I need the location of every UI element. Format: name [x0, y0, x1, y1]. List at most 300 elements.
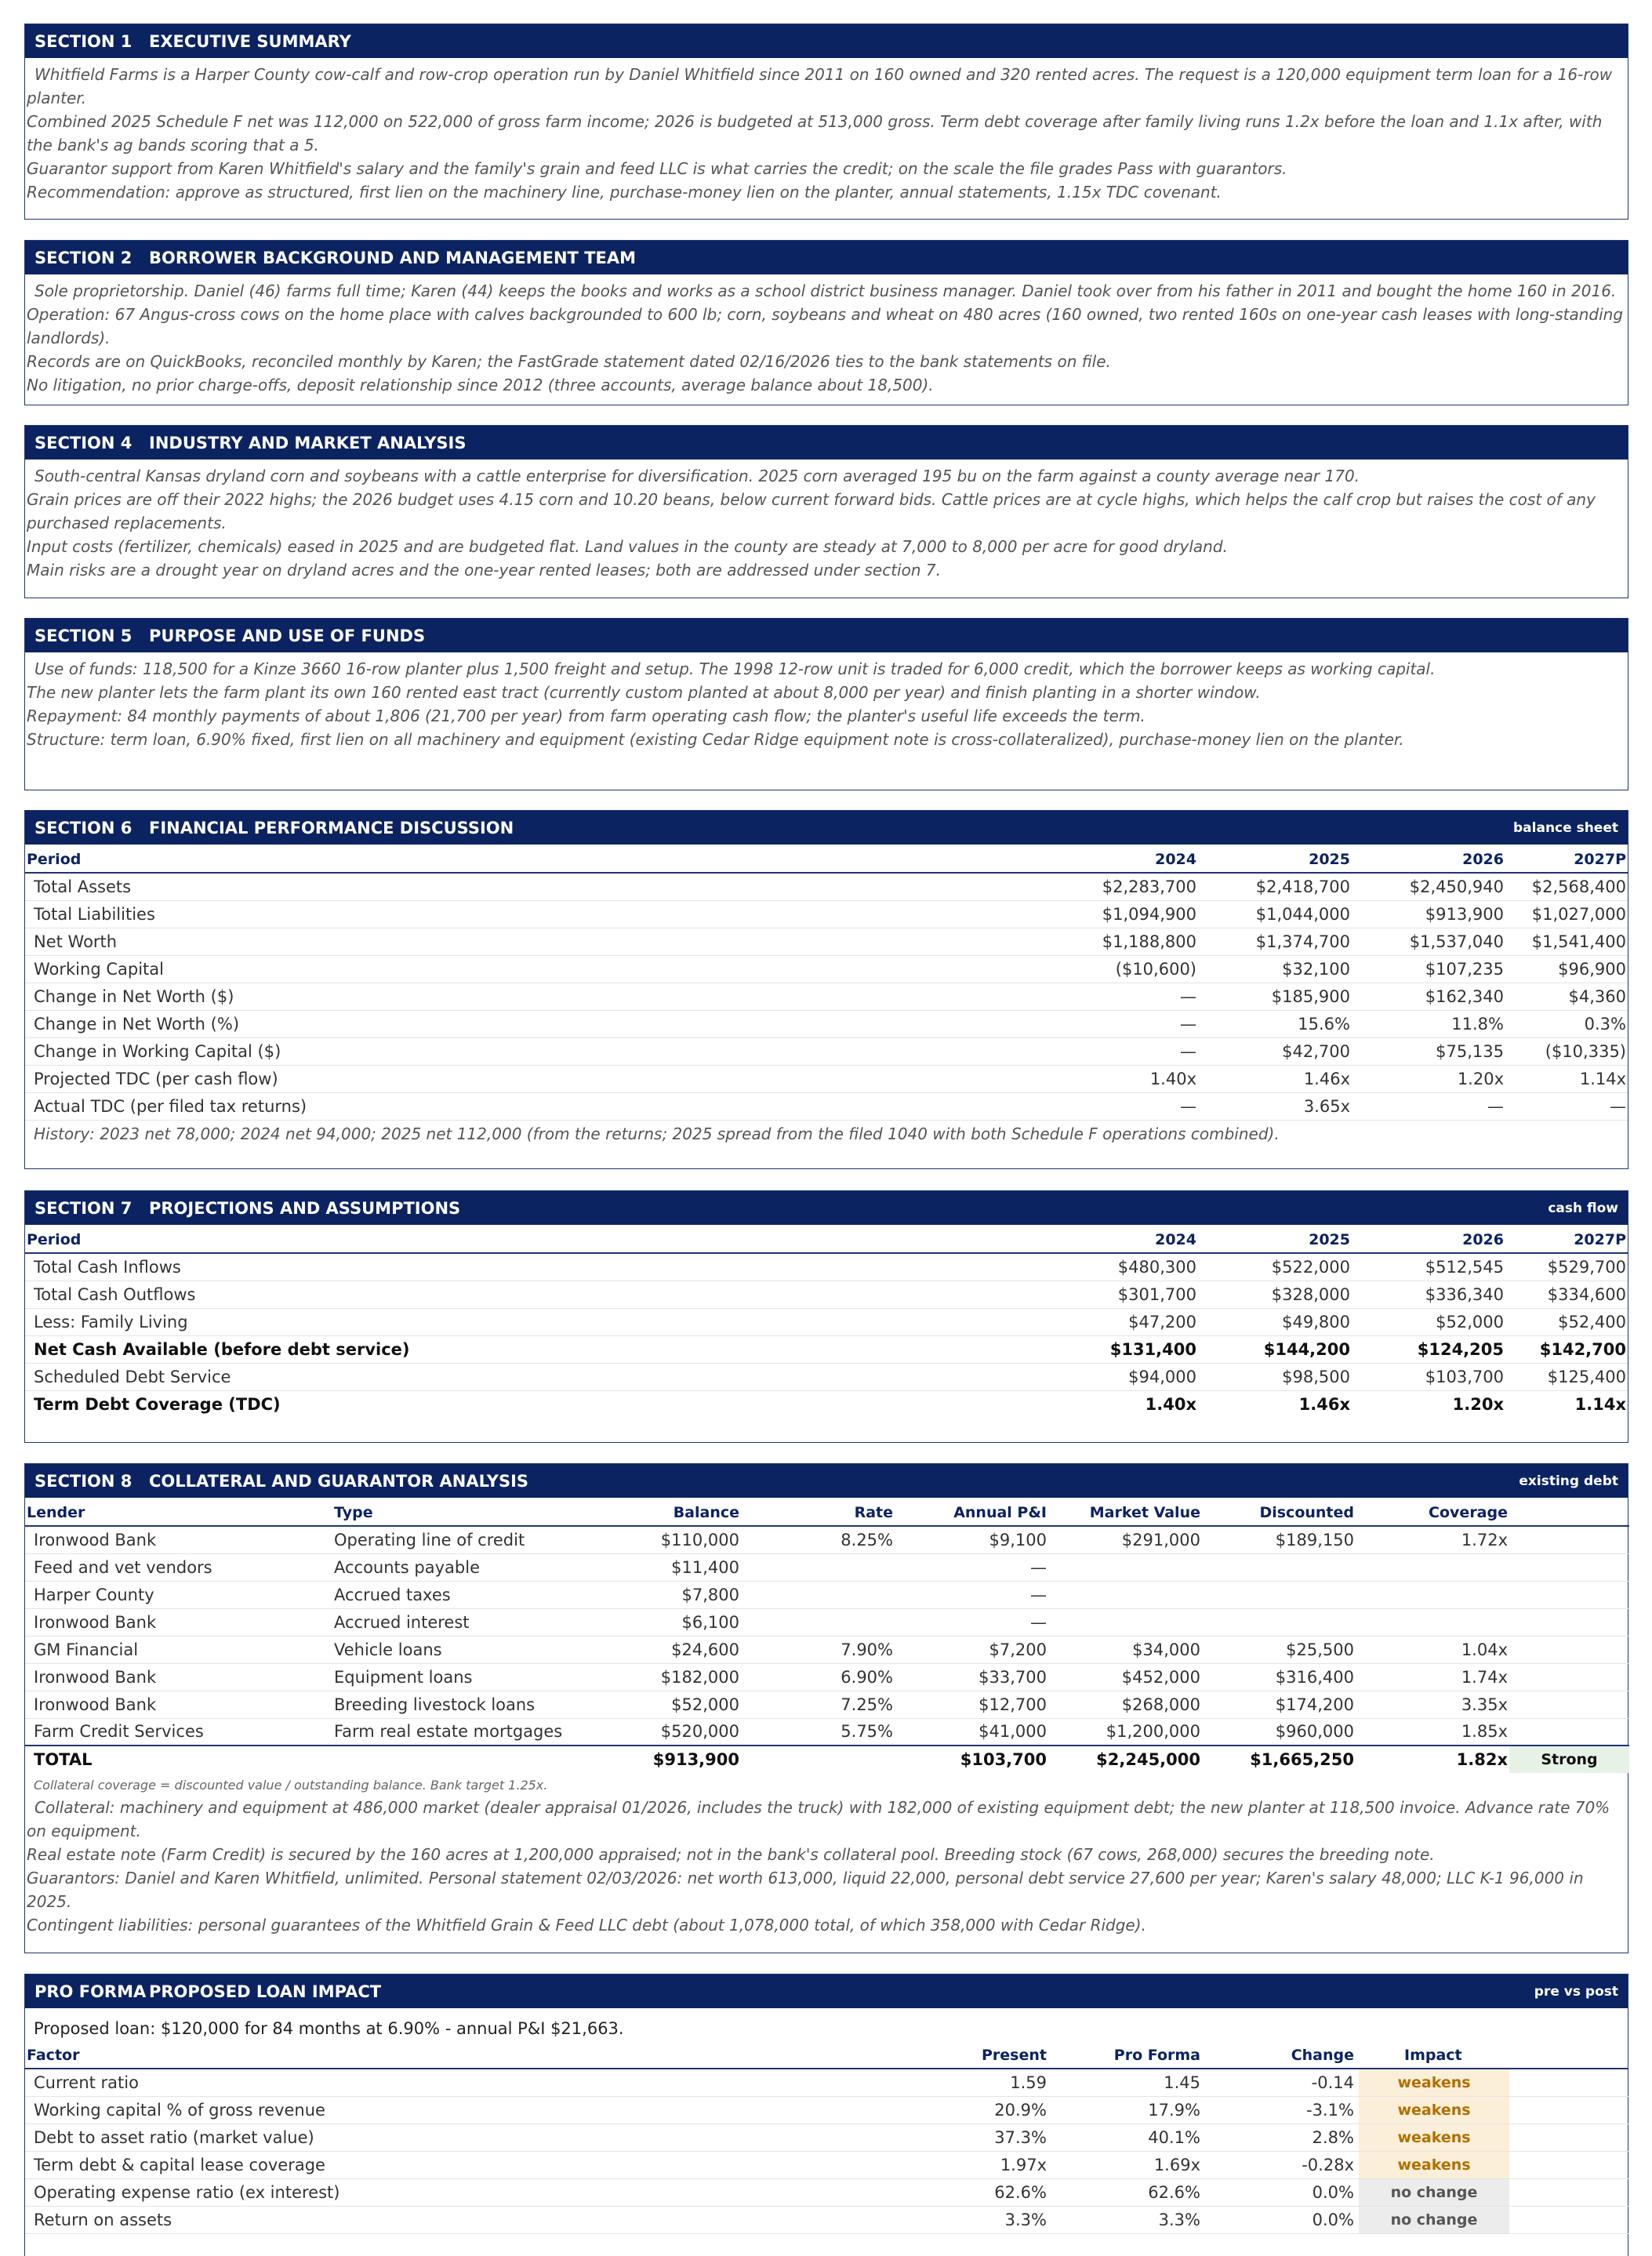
row-label: Current ratio	[25, 2069, 895, 2097]
cell: $2,450,940	[1352, 873, 1505, 900]
section-narrative	[25, 274, 1628, 403]
narrative-line: Records are on QuickBooks, reconciled monthly by Karen; the FastGrade statement dated 02/16/2026 ties to the bank statements on file.	[27, 352, 1111, 371]
cell: $103,700	[895, 1746, 1048, 1773]
table-row	[25, 873, 1628, 900]
column-header: Annual P&I	[895, 1500, 1048, 1526]
cell: $2,283,700	[1044, 873, 1198, 900]
cell: $185,900	[1198, 983, 1352, 1010]
cell: $2,418,700	[1198, 873, 1352, 900]
section-title: EXECUTIVE SUMMARY	[149, 31, 351, 51]
section-collateral-guarantor	[24, 1463, 1628, 1953]
cell: ($10,335)	[1505, 1037, 1628, 1065]
cell: $1,665,250	[1202, 1746, 1356, 1773]
cell: 0.0%	[1202, 2179, 1356, 2207]
cell: $1,094,900	[1044, 900, 1198, 928]
column-header-blank	[1511, 2043, 1628, 2069]
coverage-footnote: Collateral coverage = discounted value / outstanding balance. Bank target 1.25x.	[34, 1778, 548, 1793]
cell: 1.04x	[1356, 1636, 1509, 1663]
section-title: PROPOSED LOAN IMPACT	[149, 1982, 382, 2001]
cell: $268,000	[1048, 1691, 1202, 1718]
section-tag: balance sheet	[1513, 820, 1618, 836]
cell: $520,000	[588, 1718, 741, 1746]
cell: ($10,600)	[1044, 955, 1198, 983]
narrative-line: Combined 2025 Schedule F net was 112,000 on 522,000 of gross farm income; 2026 is budgeted at 513,000 gross. Term debt coverage after family living runs 1.2x before the loan and 1.1x after, with the bank's ag bands scoring that a 5.	[27, 112, 1603, 154]
column-header: 2027P	[1505, 1227, 1628, 1253]
cell: $1,374,700	[1198, 928, 1352, 955]
section-number: SECTION 8	[34, 1471, 133, 1491]
cell: 3.3%	[1048, 2207, 1202, 2234]
cell	[332, 1746, 588, 1773]
cell-blank	[1509, 1636, 1629, 1663]
cell: 1.14x	[1574, 1394, 1626, 1414]
section-header	[25, 1191, 1628, 1225]
narrative-line: Guarantors: Daniel and Karen Whitfield, unlimited. Personal statement 02/03/2026: net worth 613,000, liquid 22,000, personal debt service 27,600 per year; Karen's salary 48,000; LLC K-1 96,000 in 2025.	[27, 1869, 1584, 1911]
cell: 1.45	[1048, 2069, 1202, 2097]
cell: 2.8%	[1202, 2124, 1356, 2152]
cell: $52,000	[588, 1691, 741, 1718]
cell-blank	[1509, 1718, 1629, 1746]
cell: $142,700	[1505, 1335, 1628, 1363]
table-row	[25, 2207, 1628, 2234]
row-label: Less: Family Living	[25, 1308, 1044, 1335]
table-row	[25, 983, 1628, 1010]
narrative-line: Input costs (fertilizer, chemicals) eased in 2025 and are budgeted flat. Land values in the county are steady at 7,000 to 8,000 per acre for good dryland.	[27, 537, 1228, 556]
cell: $452,000	[1048, 1663, 1202, 1691]
cell: $1,027,000	[1505, 900, 1628, 928]
table-row	[25, 1663, 1629, 1691]
section-number: SECTION 2	[34, 248, 133, 267]
cell: $913,900	[588, 1746, 741, 1773]
table-row	[25, 1308, 1628, 1335]
cell: $7,200	[895, 1636, 1048, 1663]
table-header-row	[25, 1500, 1629, 1526]
impact-cell	[1356, 2207, 1511, 2234]
cell: $107,235	[1352, 955, 1505, 983]
cell: $301,700	[1044, 1281, 1198, 1308]
row-label: Total Liabilities	[25, 900, 1044, 928]
cell: $291,000	[1048, 1526, 1202, 1553]
column-header: Discounted	[1202, 1500, 1356, 1526]
cell: Operating line of credit	[332, 1526, 588, 1553]
row-label: Total Cash Outflows	[25, 1281, 1044, 1308]
cell: Breeding livestock loans	[332, 1691, 588, 1718]
cell: Accounts payable	[332, 1553, 588, 1581]
section-title: PURPOSE AND USE OF FUNDS	[149, 626, 426, 645]
table-row	[25, 2179, 1628, 2207]
cell: -3.1%	[1202, 2097, 1356, 2124]
cell: $174,200	[1202, 1691, 1356, 1718]
section-title: PROJECTIONS AND ASSUMPTIONS	[149, 1198, 461, 1218]
cell: 62.6%	[895, 2179, 1048, 2207]
narrative-line: Recommendation: approve as structured, first lien on the machinery line, purchase-money lien on the planter, annual statements, 1.15x TDC covenant.	[27, 183, 1222, 202]
section-title: COLLATERAL AND GUARANTOR ANALYSIS	[149, 1471, 529, 1491]
column-header: 2026	[1352, 847, 1505, 873]
cell: $529,700	[1505, 1253, 1628, 1281]
cell: Accrued interest	[332, 1608, 588, 1636]
impact-cell	[1356, 2124, 1511, 2152]
cell: -0.14	[1202, 2069, 1356, 2097]
table-row	[25, 2097, 1628, 2124]
cell: Equipment loans	[332, 1663, 588, 1691]
row-label: Net Cash Available (before debt service)	[25, 1335, 1044, 1363]
cell: 1.97x	[895, 2152, 1048, 2179]
cell	[1048, 1608, 1202, 1636]
column-header: Pro Forma	[1048, 2043, 1202, 2069]
column-header: Lender	[25, 1500, 332, 1526]
narrative-line: Use of funds: 118,500 for a Kinze 3660 16-row planter plus 1,500 freight and setup. The 1998 12-row unit is traded for 6,000 credit, which the borrower keeps as working capital.	[34, 659, 1436, 678]
cell: 0.0%	[1202, 2207, 1356, 2234]
cell: —	[895, 1608, 1048, 1636]
cell: $52,000	[1352, 1308, 1505, 1335]
narrative-line: Sole proprietorship. Daniel (46) farms full time; Karen (44) keeps the books and works as a school district business manager. Daniel took over from his father in 2011 and bought the home 160 in 2016.	[34, 282, 1617, 300]
cell: 8.25%	[741, 1526, 895, 1553]
section-tag: cash flow	[1548, 1201, 1618, 1216]
impact-cell	[1356, 2069, 1511, 2097]
table-row	[25, 1335, 1628, 1363]
section-header	[25, 24, 1628, 58]
section-financial-performance	[24, 810, 1628, 1169]
section-projections	[24, 1190, 1628, 1443]
cell-blank	[1509, 1553, 1629, 1581]
column-header: 2024	[1044, 1227, 1198, 1253]
cell: $512,545	[1352, 1253, 1505, 1281]
column-header: Market Value	[1048, 1500, 1202, 1526]
cell: TOTAL	[25, 1746, 332, 1773]
table-row	[25, 1092, 1628, 1120]
row-label: Working capital % of gross revenue	[25, 2097, 895, 2124]
narrative-line: Contingent liabilities: personal guarantees of the Whitfield Grain & Feed LLC debt (about 1,078,000 total, of which 358,000 with Cedar Ridge).	[27, 1916, 1146, 1934]
cell: $1,044,000	[1198, 900, 1352, 928]
narrative-line: The new planter lets the farm plant its own 160 rented east tract (currently custom planted at about 8,000 per year) and finish planting in a shorter window.	[27, 683, 1261, 702]
narrative-line: Grain prices are off their 2022 highs; the 2026 budget uses 4.15 corn and 10.20 beans, below current forward bids. Cattle prices are at cycle highs, which helps the calf crop but raises the cost of any purchased replacements.	[27, 490, 1596, 532]
cell: $522,000	[1198, 1253, 1352, 1281]
narrative-line: Main risks are a drought year on dryland acres and the one-year rented leases; both are addressed under section 7.	[27, 561, 941, 579]
table-header-row	[25, 847, 1628, 873]
cell: $103,700	[1352, 1363, 1505, 1390]
narrative-line: Repayment: 84 monthly payments of about 1,806 (21,700 per year) from farm operating cash flow; the planter's useful life exceeds the term.	[27, 707, 1146, 725]
cell-blank	[1511, 2207, 1628, 2234]
cell: $24,600	[588, 1636, 741, 1663]
cell	[741, 1581, 895, 1608]
cell: 3.3%	[895, 2207, 1048, 2234]
cell: 1.82x	[1356, 1746, 1509, 1773]
cell: $96,900	[1505, 955, 1628, 983]
cell	[1202, 1608, 1356, 1636]
cell: $75,135	[1352, 1037, 1505, 1065]
cell: 7.90%	[741, 1636, 895, 1663]
cell: $189,150	[1202, 1526, 1356, 1553]
table-row	[25, 1065, 1628, 1092]
section-number: SECTION 5	[34, 626, 133, 645]
table-row	[25, 1526, 1629, 1553]
table-row	[25, 1636, 1629, 1663]
cell: $131,400	[1044, 1335, 1198, 1363]
cell-blank	[1511, 2179, 1628, 2207]
cell: $144,200	[1198, 1335, 1352, 1363]
cell: $6,100	[588, 1608, 741, 1636]
cell: 11.8%	[1352, 1010, 1505, 1037]
cell: Feed and vet vendors	[25, 1553, 332, 1581]
impact-badge: weakens	[1359, 2124, 1509, 2151]
section-executive-summary	[24, 24, 1628, 220]
table-header-row	[25, 2043, 1628, 2069]
cell	[741, 1553, 895, 1581]
cell-blank	[1511, 2097, 1628, 2124]
cell: 1.40x	[1145, 1394, 1196, 1414]
cell: 1.14x	[1505, 1065, 1628, 1092]
coverage-status-badge: Strong	[1509, 1746, 1629, 1773]
impact-badge: weakens	[1359, 2097, 1509, 2123]
cell: Farm real estate mortgages	[332, 1718, 588, 1746]
table-row	[25, 1037, 1628, 1065]
section-header	[25, 1464, 1628, 1498]
existing-debt-table	[25, 1500, 1629, 1773]
column-header: Period	[25, 847, 1044, 873]
cell: 3.35x	[1356, 1691, 1509, 1718]
section-number: SECTION 4	[34, 433, 133, 452]
column-header: Rate	[741, 1500, 895, 1526]
cell: 0.3%	[1505, 1010, 1628, 1037]
cell	[741, 1608, 895, 1636]
cell: 62.6%	[1048, 2179, 1202, 2207]
section-narrative	[25, 1793, 1628, 1943]
impact-badge: weakens	[1359, 2152, 1509, 2178]
cell: $12,700	[895, 1691, 1048, 1718]
section-number: PRO FORMA	[34, 1982, 147, 2001]
row-label: Return on assets	[25, 2207, 895, 2234]
history-note: History: 2023 net 78,000; 2024 net 94,000; 2025 net 112,000 (from the returns; 2025 spread from the filed 1040 with both Schedule F operations combined).	[34, 1124, 1280, 1143]
cell: —	[1505, 1092, 1628, 1120]
row-label: Operating expense ratio (ex interest)	[25, 2179, 895, 2207]
impact-badge: no change	[1359, 2179, 1509, 2206]
column-header: Type	[332, 1500, 588, 1526]
row-label: Change in Working Capital ($)	[25, 1037, 1044, 1065]
cell: $124,205	[1352, 1335, 1505, 1363]
table-row	[25, 1390, 1628, 1418]
cell-blank	[1511, 2069, 1628, 2097]
section-number: SECTION 7	[34, 1198, 133, 1218]
cell: Ironwood Bank	[25, 1526, 332, 1553]
cell: —	[1044, 1010, 1198, 1037]
section-tag: pre vs post	[1534, 1984, 1618, 2000]
section-number: SECTION 6	[34, 818, 133, 837]
narrative-line: Collateral: machinery and equipment at 486,000 market (dealer appraisal 01/2026, includes the truck) with 182,000 of existing equipment debt; the new planter at 118,500 invoice. Advance rate 70% on equipment.	[27, 1798, 1610, 1840]
cell: $334,600	[1505, 1281, 1628, 1308]
cell: $7,800	[588, 1581, 741, 1608]
cell: $110,000	[588, 1526, 741, 1553]
column-header: 2025	[1198, 847, 1352, 873]
cell: 1.74x	[1356, 1663, 1509, 1691]
cell: $42,700	[1198, 1037, 1352, 1065]
cell: —	[1044, 1037, 1198, 1065]
cell: $94,000	[1044, 1363, 1198, 1390]
cell: $34,000	[1048, 1636, 1202, 1663]
cell: —	[1044, 983, 1198, 1010]
cell	[1202, 1553, 1356, 1581]
cell-blank	[1509, 1663, 1629, 1691]
column-header: Balance	[588, 1500, 741, 1526]
table-row	[25, 1718, 1629, 1746]
cell: $11,400	[588, 1553, 741, 1581]
column-header: Coverage	[1356, 1500, 1509, 1526]
cell-blank	[1509, 1691, 1629, 1718]
row-label: Total Cash Inflows	[25, 1253, 1044, 1281]
narrative-line: Real estate note (Farm Credit) is secured by the 160 acres at 1,200,000 appraised; not in the bank's collateral pool. Breeding stock (67 cows, 268,000) secures the breeding note.	[27, 1845, 1435, 1864]
section-narrative	[25, 460, 1628, 588]
section-narrative	[25, 652, 1628, 757]
table-row	[25, 2069, 1628, 2097]
cell: 5.75%	[741, 1718, 895, 1746]
table-row	[25, 1363, 1628, 1390]
cell: $328,000	[1198, 1281, 1352, 1308]
section-header	[25, 426, 1628, 460]
row-label: Term debt & capital lease coverage	[25, 2152, 895, 2179]
cell: Ironwood Bank	[25, 1663, 332, 1691]
section-header	[25, 619, 1628, 652]
cell	[1048, 1553, 1202, 1581]
cell	[1356, 1608, 1509, 1636]
cell-blank	[1511, 2152, 1628, 2179]
cell: 40.1%	[1048, 2124, 1202, 2152]
cell: $182,000	[588, 1663, 741, 1691]
cell: —	[1044, 1092, 1198, 1120]
cell: 17.9%	[1048, 2097, 1202, 2124]
cell	[741, 1746, 895, 1773]
narrative-line: Guarantor support from Karen Whitfield's salary and the family's grain and feed LLC is what carries the credit; on the scale the file grades Pass with guarantors.	[27, 159, 1287, 178]
cell: 1.46x	[1198, 1065, 1352, 1092]
cell	[1202, 1581, 1356, 1608]
column-header: Impact	[1356, 2043, 1511, 2069]
cell	[1048, 1581, 1202, 1608]
impact-badge: weakens	[1359, 2069, 1509, 2096]
section-tag: existing debt	[1519, 1473, 1618, 1489]
column-header: Change	[1202, 2043, 1356, 2069]
cell: $480,300	[1044, 1253, 1198, 1281]
row-label: Total Assets	[25, 873, 1044, 900]
cell-blank	[1509, 1608, 1629, 1636]
cell: 6.90%	[741, 1663, 895, 1691]
row-label: Net Worth	[25, 928, 1044, 955]
cell: 7.25%	[741, 1691, 895, 1718]
table-row	[25, 1608, 1629, 1636]
section-title: FINANCIAL PERFORMANCE DISCUSSION	[149, 818, 514, 837]
cell: Farm Credit Services	[25, 1718, 332, 1746]
impact-cell	[1356, 2152, 1511, 2179]
cell: $47,200	[1044, 1308, 1198, 1335]
cell-blank	[1509, 1581, 1629, 1608]
cell: 1.85x	[1356, 1718, 1509, 1746]
cell: Vehicle loans	[332, 1636, 588, 1663]
cell: $1,541,400	[1505, 928, 1628, 955]
cell: Ironwood Bank	[25, 1608, 332, 1636]
section-industry-analysis	[24, 425, 1628, 598]
section-title: INDUSTRY AND MARKET ANALYSIS	[149, 433, 467, 452]
section-borrower-background	[24, 240, 1628, 405]
table-row	[25, 955, 1628, 983]
cell: 1.59	[895, 2069, 1048, 2097]
cell: $4,360	[1505, 983, 1628, 1010]
cell: $2,568,400	[1505, 873, 1628, 900]
cell: $2,245,000	[1048, 1746, 1202, 1773]
impact-cell	[1356, 2097, 1511, 2124]
row-label: Working Capital	[25, 955, 1044, 983]
table-row	[25, 1253, 1628, 1281]
table-row	[25, 1281, 1628, 1308]
narrative-line: Structure: term loan, 6.90% fixed, first lien on all machinery and equipment (existing Cedar Ridge equipment note is cross-collateralized), purchase-money lien on the planter.	[27, 730, 1404, 749]
column-header: 2024	[1044, 847, 1198, 873]
narrative-line: No litigation, no prior charge-offs, deposit relationship since 2012 (three accounts, average balance about 18,500).	[27, 376, 934, 394]
column-header: Factor	[25, 2043, 895, 2069]
column-header: 2027P	[1505, 847, 1628, 873]
cell: $41,000	[895, 1718, 1048, 1746]
table-row	[25, 1010, 1628, 1037]
table-header-row	[25, 1227, 1628, 1253]
cell: 1.40x	[1044, 1065, 1198, 1092]
column-header: 2026	[1352, 1227, 1505, 1253]
cell-blank	[1509, 1526, 1629, 1553]
row-label: Actual TDC (per filed tax returns)	[25, 1092, 1044, 1120]
cell: $49,800	[1198, 1308, 1352, 1335]
row-label: Projected TDC (per cash flow)	[25, 1065, 1044, 1092]
cell: —	[895, 1581, 1048, 1608]
impact-badge: no change	[1359, 2207, 1509, 2233]
table-row	[25, 1581, 1629, 1608]
cell: 15.6%	[1198, 1010, 1352, 1037]
row-label: Term Debt Coverage (TDC)	[34, 1394, 281, 1414]
cell: $960,000	[1202, 1718, 1356, 1746]
cell-blank	[1511, 2124, 1628, 2152]
cell: Harper County	[25, 1581, 332, 1608]
cell: Accrued taxes	[332, 1581, 588, 1608]
cell: $1,537,040	[1352, 928, 1505, 955]
table-row	[25, 928, 1628, 955]
cell: 1.69x	[1048, 2152, 1202, 2179]
narrative-line: Operation: 67 Angus-cross cows on the home place with calves backgrounded to 600 lb; corn, soybeans and wheat on 480 acres (160 owned, two rented 160s on one-year cash leases with long-standing landlords).	[27, 305, 1624, 347]
row-label: Change in Net Worth (%)	[25, 1010, 1044, 1037]
cash-flow-table	[25, 1227, 1628, 1418]
section-use-of-funds	[24, 618, 1628, 790]
table-row	[25, 2152, 1628, 2179]
narrative-line: Whitfield Farms is a Harper County cow-calf and row-crop operation run by Daniel Whitfield since 2011 on 160 owned and 320 rented acres. The request is a 120,000 equipment term loan for a 16-row planter.	[27, 65, 1613, 107]
cell: $316,400	[1202, 1663, 1356, 1691]
section-title: BORROWER BACKGROUND AND MANAGEMENT TEAM	[149, 248, 637, 267]
table-row	[25, 1553, 1629, 1581]
section-header	[25, 811, 1628, 845]
cell: $32,100	[1198, 955, 1352, 983]
cell: $52,400	[1505, 1308, 1628, 1335]
row-label: Change in Net Worth ($)	[25, 983, 1044, 1010]
cell: $33,700	[895, 1663, 1048, 1691]
balance-sheet-table	[25, 847, 1628, 1147]
section-number: SECTION 1	[34, 31, 133, 51]
cell: $125,400	[1505, 1363, 1628, 1390]
narrative-line: South-central Kansas dryland corn and soybeans with a cattle enterprise for diversification. 2025 corn averaged 195 bu on the farm against a county average near 170.	[34, 467, 1360, 485]
cell: Ironwood Bank	[25, 1691, 332, 1718]
cell: $1,188,800	[1044, 928, 1198, 955]
impact-cell	[1356, 2179, 1511, 2207]
column-header-blank	[1509, 1500, 1629, 1526]
column-header: 2025	[1198, 1227, 1352, 1253]
column-header: Period	[25, 1227, 1044, 1253]
pro-forma-table	[25, 2043, 1628, 2234]
section-pro-forma	[24, 1974, 1628, 2256]
cell: —	[1352, 1092, 1505, 1120]
cell: -0.28x	[1202, 2152, 1356, 2179]
total-row	[25, 1746, 1629, 1773]
row-label: Debt to asset ratio (market value)	[25, 2124, 895, 2152]
cell: $98,500	[1198, 1363, 1352, 1390]
cell: GM Financial	[25, 1636, 332, 1663]
